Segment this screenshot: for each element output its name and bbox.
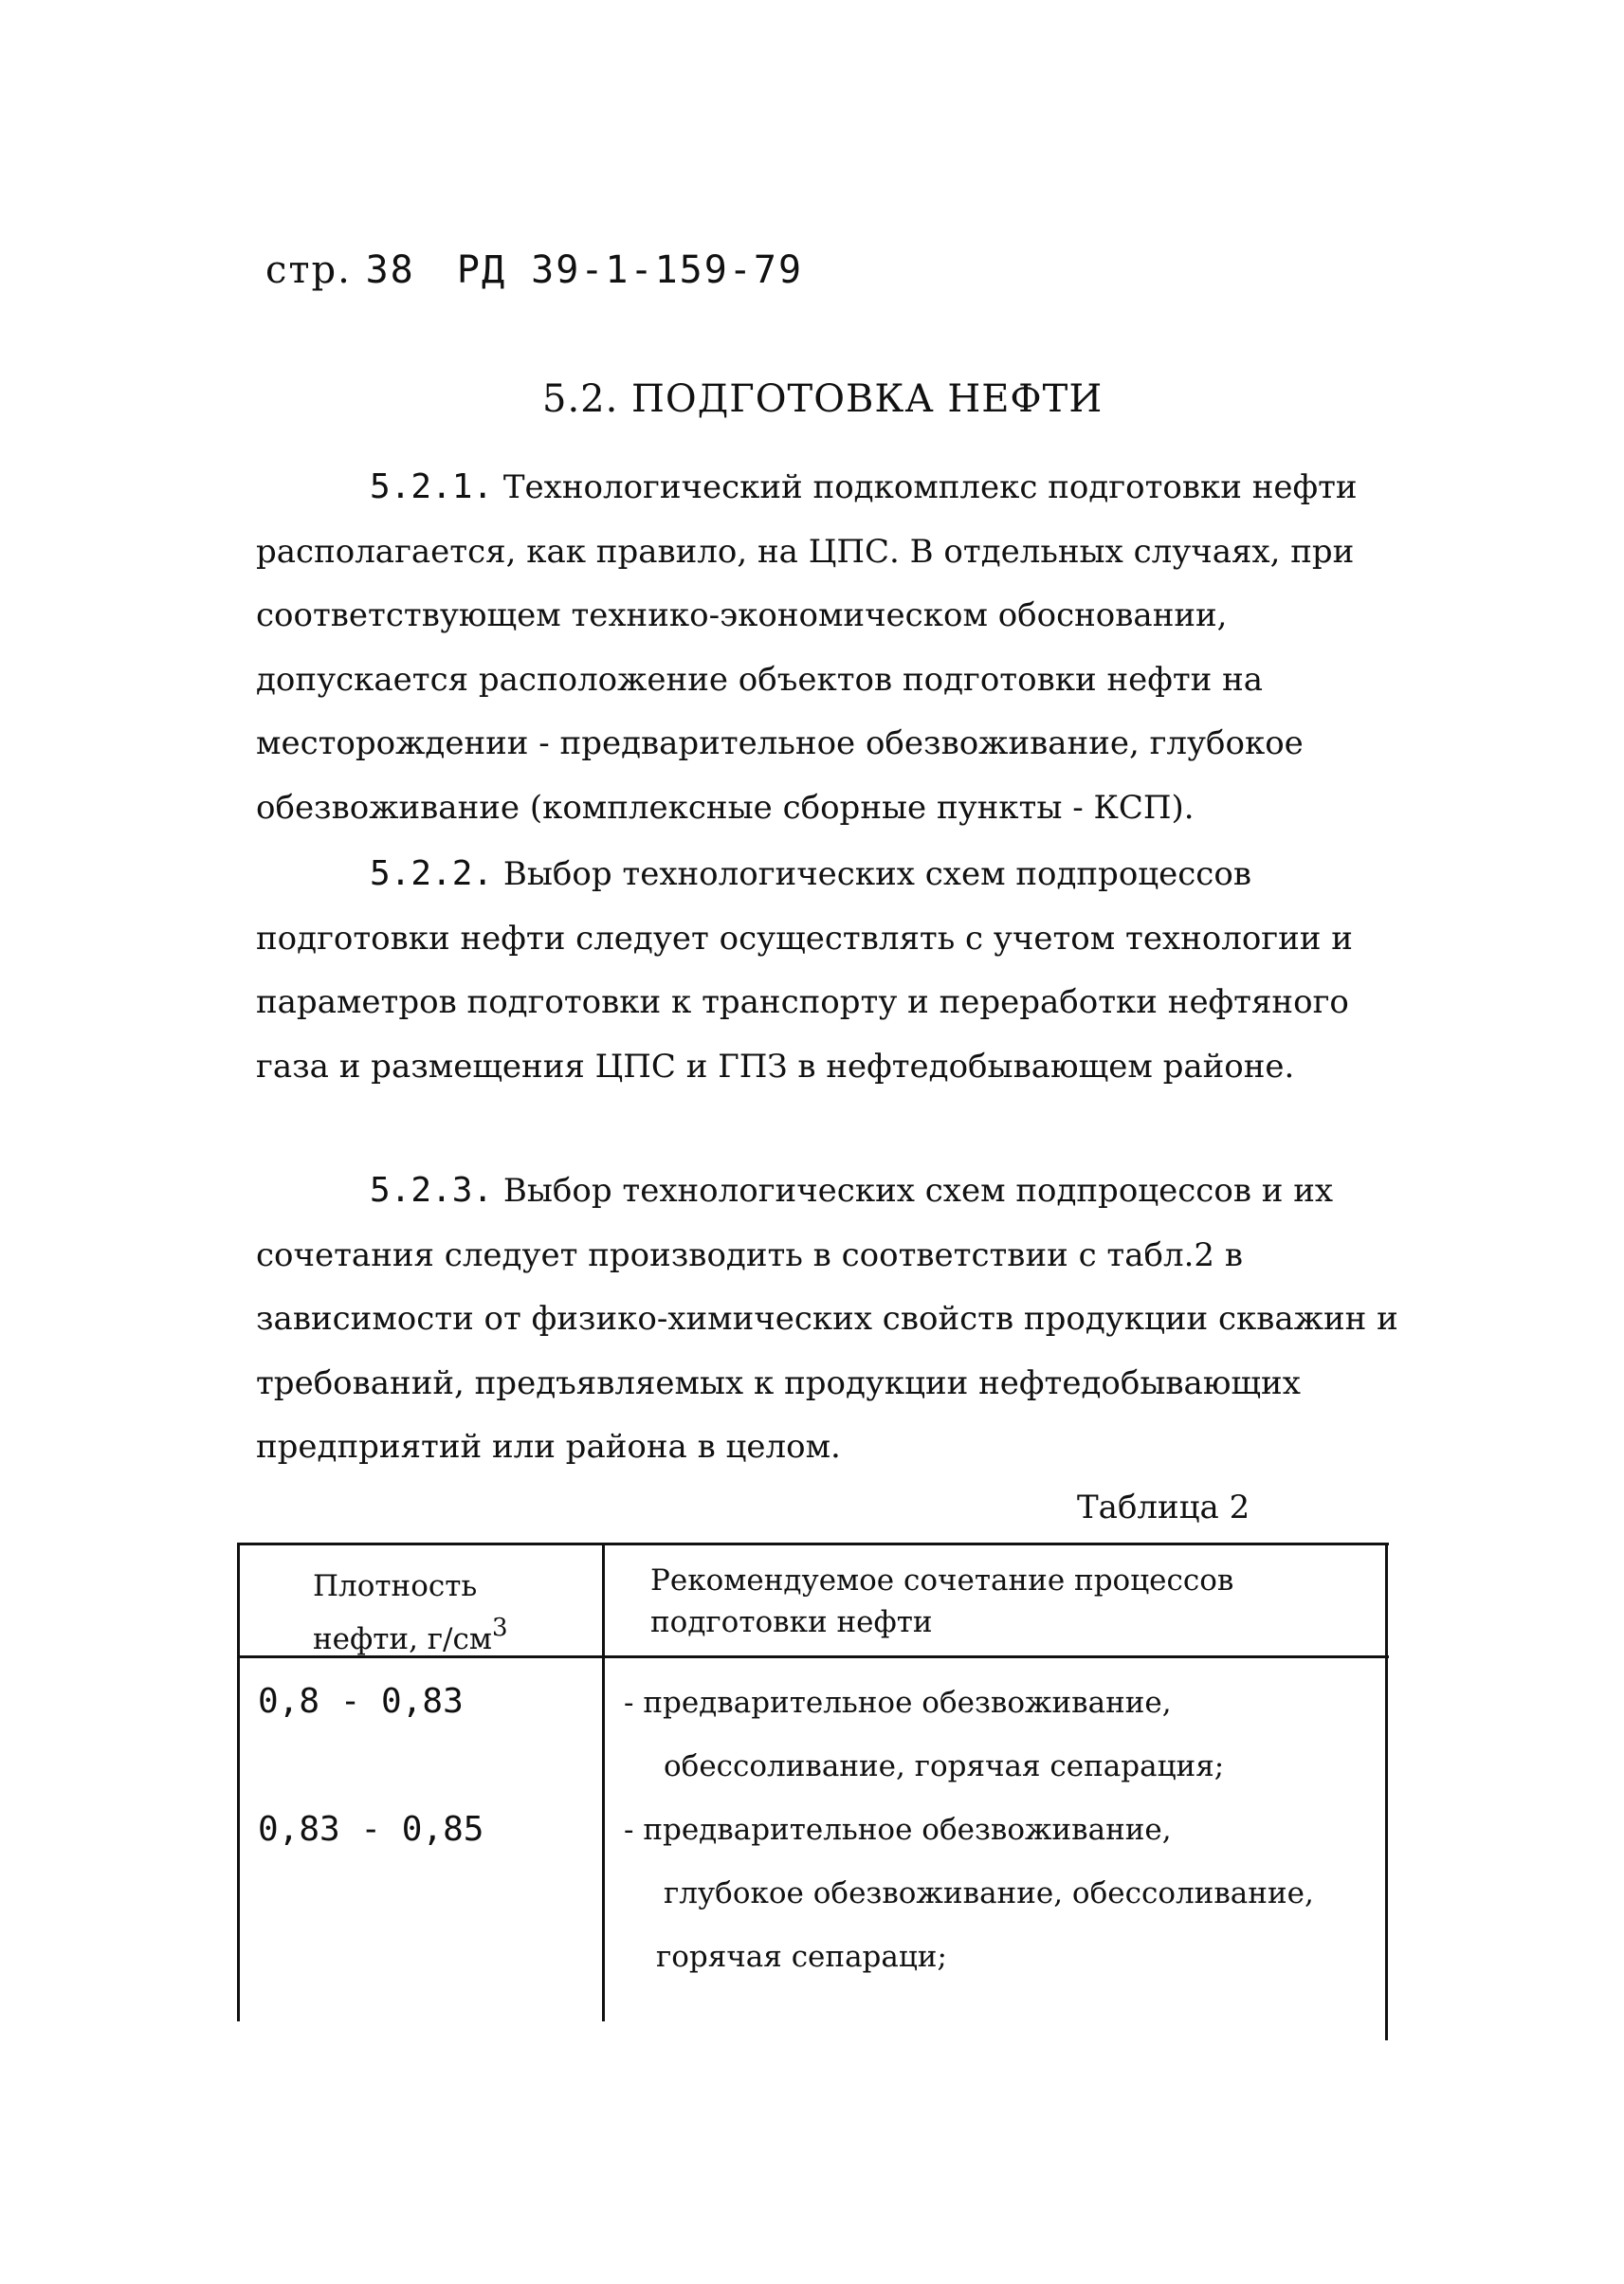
table-row-2-density: 0,83 - 0,85 <box>258 1810 484 1849</box>
row-2-line-2: глубокое обезвоживание, обессоливание, <box>664 1876 1314 1910</box>
table-left-border <box>237 1543 240 2021</box>
document-code: РД 39-1-159-79 <box>456 248 804 292</box>
paragraph-number: 5.2.1. <box>370 467 494 506</box>
row-1-line-1: - предварительное обезвоживание, <box>624 1686 1172 1720</box>
row-2-line-1: - предварительное обезвоживание, <box>624 1813 1172 1847</box>
table-column-divider <box>602 1543 605 2021</box>
paragraph-text: Технологический подкомплекс подготовки нефти располагается, как правило, на ЦПС. В отдельных случаях, при соответствующем технико-экономическом обосновании, допускается расположение объектов подготовки нефти на месторождении - предварительное обезвоживание, глубокое обезвоживание (комплексные сборные пункты - КСП). <box>256 468 1358 827</box>
header-prefix: стр. <box>265 248 352 292</box>
header-density-line1: Плотность <box>313 1569 478 1603</box>
header-density-sup: 3 <box>491 1614 508 1642</box>
section-title <box>542 377 1103 421</box>
paragraph-5-2-1 <box>256 455 1422 840</box>
row-1-line-2: обессоливание, горячая сепарация; <box>664 1749 1225 1783</box>
header-processes-line1: Рекомендуемое сочетание процессов <box>650 1563 1234 1598</box>
table-row-1-processes <box>624 1672 1382 1799</box>
density-table <box>237 1543 1389 2040</box>
table-header-processes <box>650 1560 1233 1643</box>
table-right-border <box>1385 1543 1388 2040</box>
table-row-2-processes <box>624 1799 1382 1989</box>
paragraph-number: 5.2.2. <box>370 854 494 893</box>
table-caption: Таблица 2 <box>1077 1489 1250 1526</box>
header-density-unit: нефти, г/см <box>313 1622 492 1656</box>
paragraph-number: 5.2.3. <box>370 1171 494 1210</box>
header-processes-line2: подготовки нефти <box>650 1605 933 1639</box>
table-top-border <box>237 1543 1389 1545</box>
table-header-density <box>313 1565 508 1660</box>
paragraph-5-2-3 <box>256 1159 1422 1480</box>
section-number: 5.2. <box>542 377 619 421</box>
paragraph-text: Выбор технологических схем подпроцессов и их сочетания следует производить в соответствии с табл.2 в зависимости от физико-химических свойств продукции скважин и требований, предъявляемых к продукции нефтедобывающих предприятий или района в целом. <box>256 1172 1398 1466</box>
page-header <box>265 248 803 292</box>
section-title-text: ПОДГОТОВКА НЕФТИ <box>631 377 1104 421</box>
page-number: 38 <box>365 248 415 292</box>
paragraph-text: Выбор технологических схем подпроцессов подготовки нефти следует осуществлять с учетом технологии и параметров подготовки к транспорту и переработки нефтяного газа и размещения ЦПС и ГПЗ в нефтедобывающем районе. <box>256 855 1353 1086</box>
row-2-line-3: горячая сепараци; <box>656 1940 947 1974</box>
paragraph-5-2-2 <box>256 842 1422 1099</box>
header-density-line2 <box>313 1607 508 1660</box>
table-row-1-density: 0,8 - 0,83 <box>258 1682 464 1721</box>
